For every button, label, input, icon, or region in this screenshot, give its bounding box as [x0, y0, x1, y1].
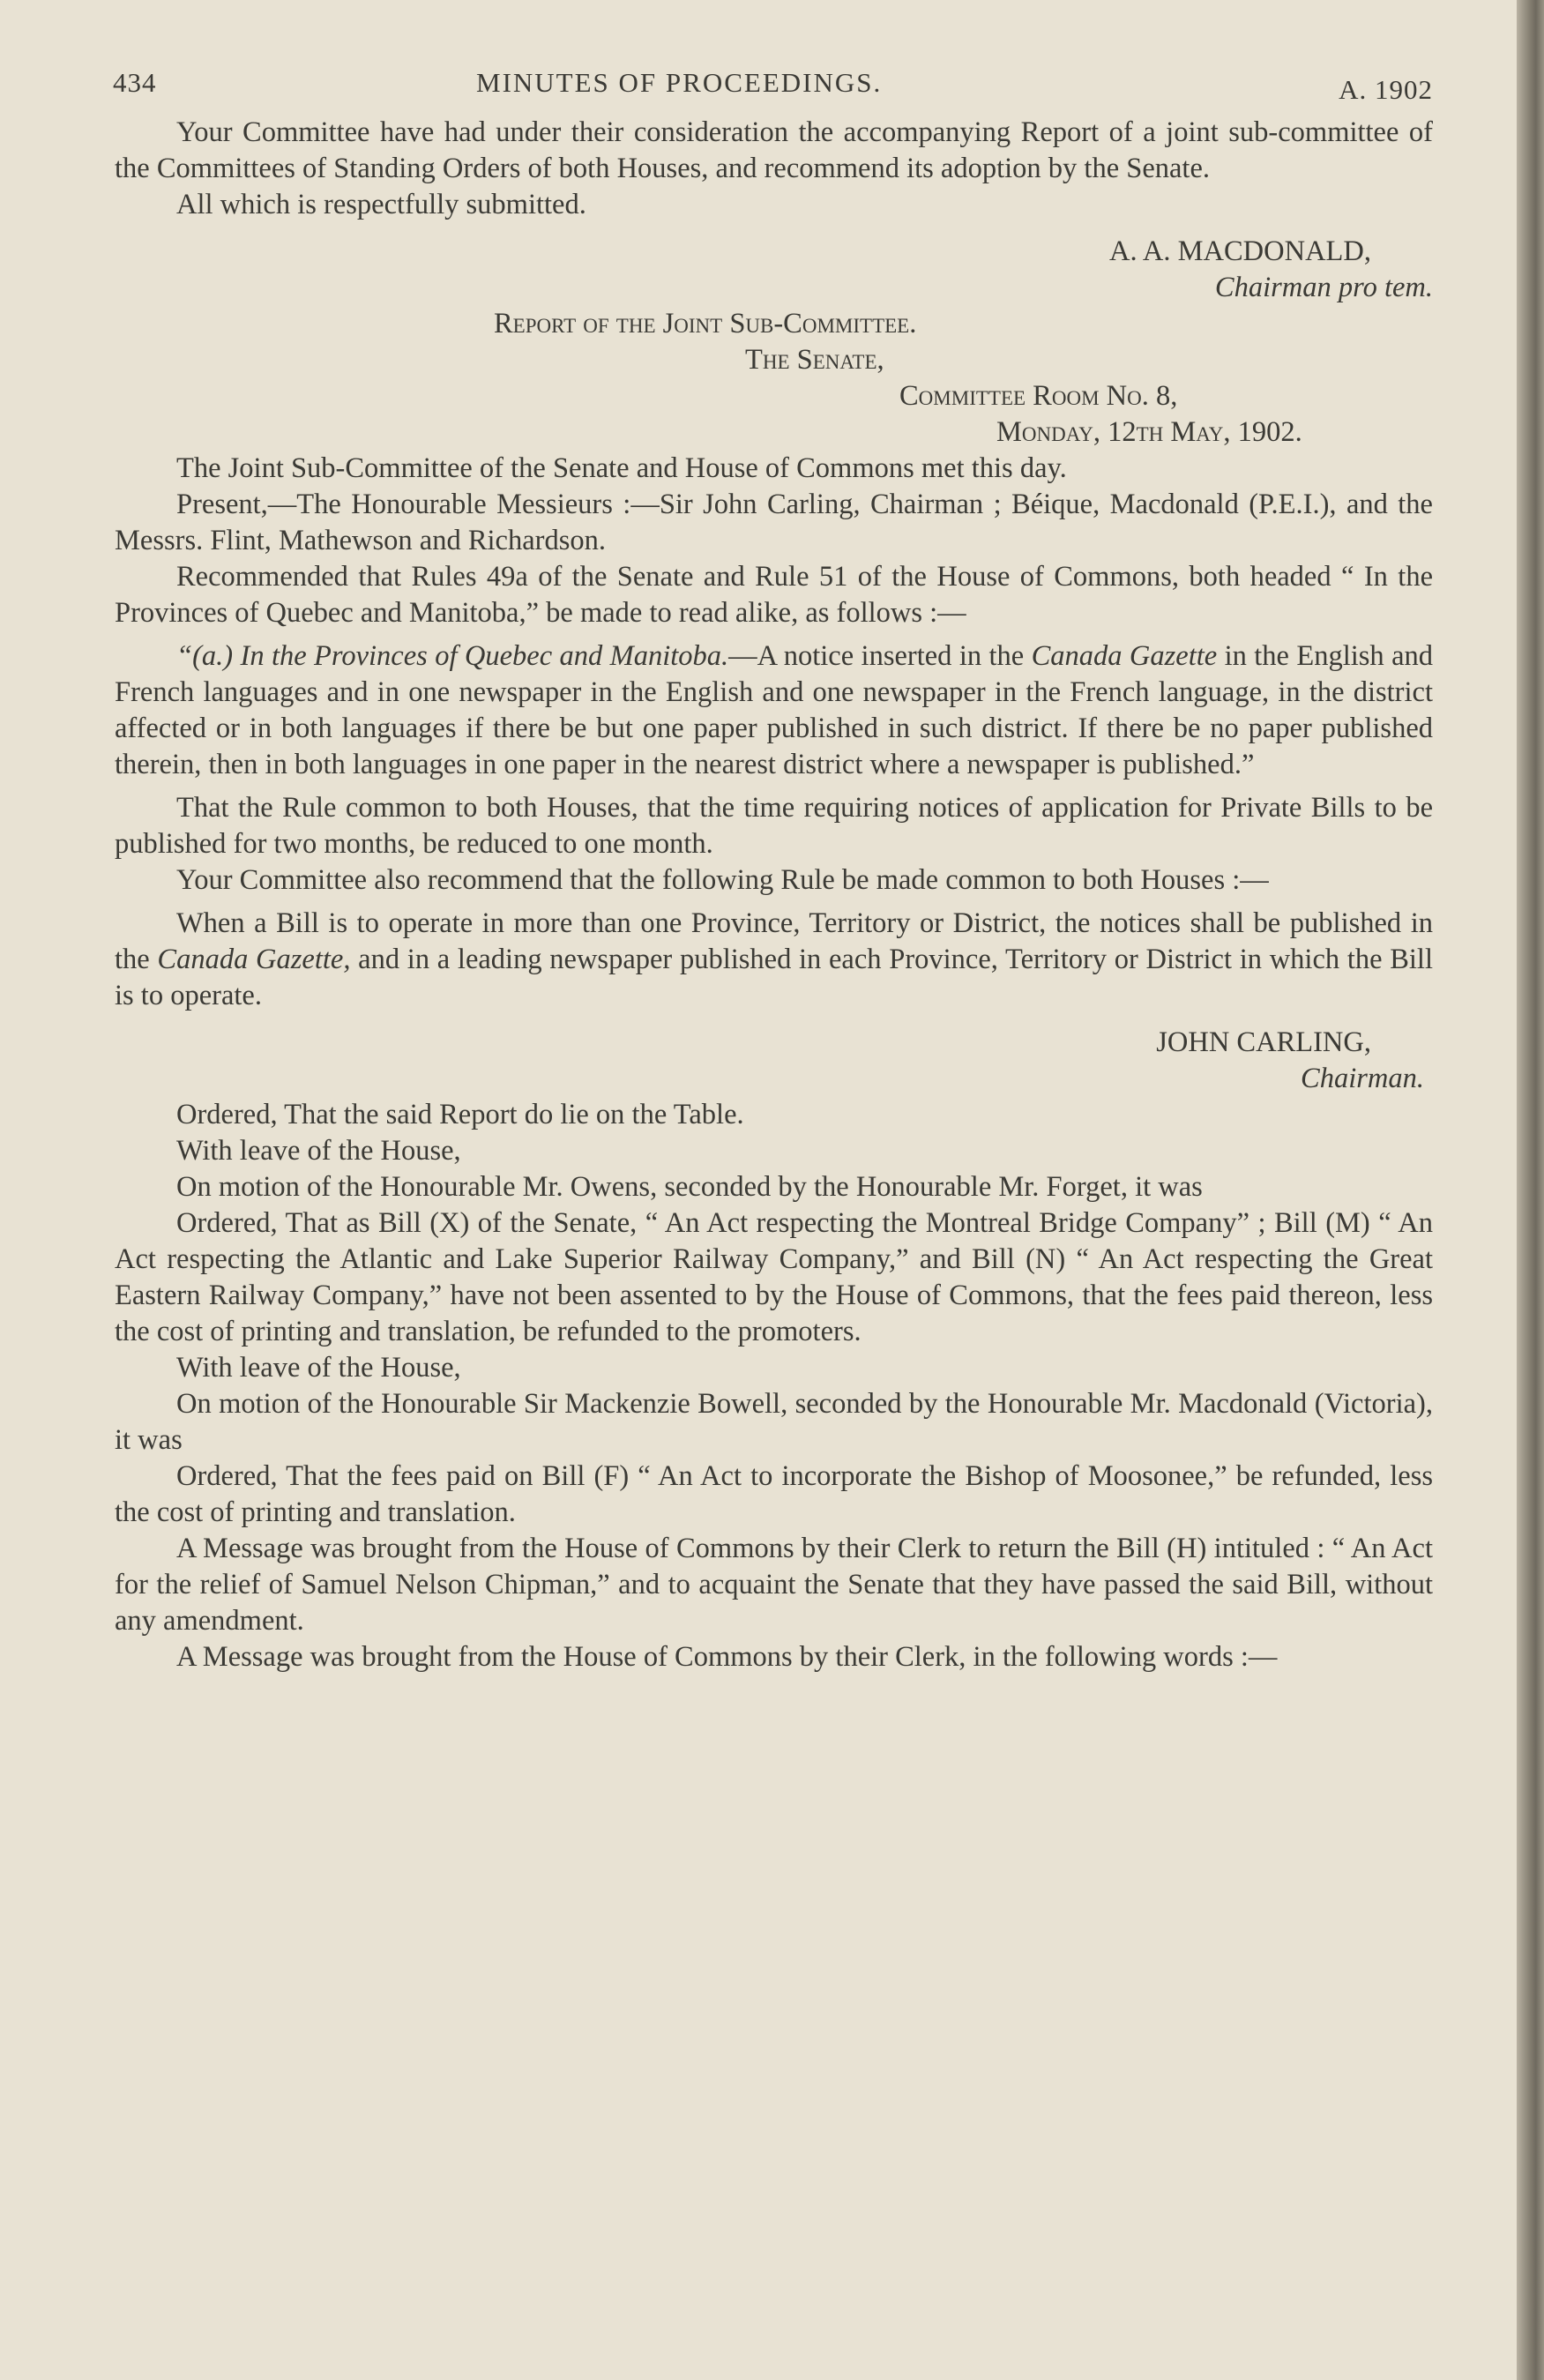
gazette-name: Canada Gazette [1031, 640, 1218, 672]
signature-title: Chairman. [1301, 1063, 1424, 1094]
paragraph: Ordered, That as Bill (X) of the Senate, “ An Act respecting the Montreal Bridge Company” ; Bill (M) “ An Act respecting the Atlantic and Lake Superior Railway Company,” and Bill (N) “ An Act respecting the Great Eastern Railway Company,” have not been assented to by the House of Commons, that the fees paid thereon, less the cost of printing and translation, be refunded to the promoters. [115, 1207, 1433, 1347]
paragraph: That the Rule common to both Houses, that the time requiring notices of application for Private Bills to be published for two months, be reduced to one month. [115, 792, 1433, 860]
paragraph: On motion of the Honourable Sir Mackenzie Bowell, seconded by the Honourable Mr. Macdonald (Victoria), it was [115, 1388, 1433, 1456]
date-line: Monday, 12th May, 1902. [996, 416, 1302, 448]
rule-quotation [115, 638, 1433, 783]
address-line: Committee Room No. 8, [899, 380, 1178, 412]
paragraph: Recommended that Rules 49a of the Senate and Rule 51 of the House of Commons, both headed “ In the Provinces of Quebec and Manitoba,” be made to read alike, as follows :— [115, 561, 1433, 629]
section-heading: Report of the Joint Sub-Committee. [494, 308, 917, 339]
paragraph: All which is respectfully submitted. [176, 189, 586, 220]
running-title: MINUTES OF PROCEEDINGS. [476, 67, 883, 98]
rule-title: “(a.) In the Provinces of Quebec and Manitoba. [176, 640, 729, 672]
document-body [115, 115, 1433, 1675]
paragraph: Present,—The Honourable Messieurs :—Sir John Carling, Chairman ; Béique, Macdonald (P.E.I.), and the Messrs. Flint, Mathewson and Richardson. [115, 489, 1433, 556]
paragraph: On motion of the Honourable Mr. Owens, seconded by the Honourable Mr. Forget, it was [176, 1171, 1203, 1203]
signature-title: Chairman pro tem. [1214, 272, 1433, 303]
gazette-name: Canada Gazette, [157, 944, 351, 975]
rule-text: —A notice inserted in the [728, 640, 1032, 672]
paragraph: Ordered, That the fees paid on Bill (F) “ An Act to incorporate the Bishop of Moosonee,” be refunded, less the cost of printing and translation. [115, 1460, 1433, 1528]
page-header [115, 62, 1433, 115]
signature-name: JOHN CARLING, [1156, 1026, 1371, 1058]
paragraph: The Joint Sub-Committee of the Senate and House of Commons met this day. [176, 452, 1067, 484]
paragraph: Your Committee have had under their consideration the accompanying Report of a joint sub-committee of the Committees of Standing Orders of both Houses, and recommend its adoption by the Senate. [115, 116, 1433, 184]
page-binding-edge [1517, 0, 1544, 2380]
rule-text: When a Bill is to operate in more than one Province, Territory or District, the notices shall be published in the [115, 907, 1433, 975]
paragraph: A Message was brought from the House of Commons by their Clerk, in the following words :— [176, 1641, 1278, 1673]
address-line: The Senate, [745, 344, 884, 376]
session-year: A. 1902 [1339, 74, 1433, 105]
paragraph: With leave of the House, [176, 1135, 461, 1167]
paragraph: A Message was brought from the House of Commons by their Clerk to return the Bill (H) intituled : “ An Act for the relief of Samuel Nelson Chipman,” and to acquaint the Senate that they have passed the said Bill, without any amendment. [115, 1533, 1433, 1637]
rule-text: and in a leading newspaper published in each Province, Territory or District in which the Bill is to operate. [115, 944, 1433, 1011]
rule-text-paragraph [115, 906, 1433, 1014]
signature-name: A. A. MACDONALD, [1108, 235, 1371, 267]
paragraph: Your Committee also recommend that the following Rule be made common to both Houses :— [176, 864, 1269, 896]
paragraph: With leave of the House, [176, 1352, 461, 1384]
paragraph: Ordered, That the said Report do lie on the Table. [176, 1099, 744, 1130]
page-number: 434 [113, 67, 157, 98]
rule-text: in the English and French languages and in one newspaper in the English and one newspaper in the French language, in the district affected or in both languages if there be but one paper published in such district. If there be no paper published therein, then in both languages in one paper in the nearest district where a newspaper is published.” [115, 640, 1433, 780]
